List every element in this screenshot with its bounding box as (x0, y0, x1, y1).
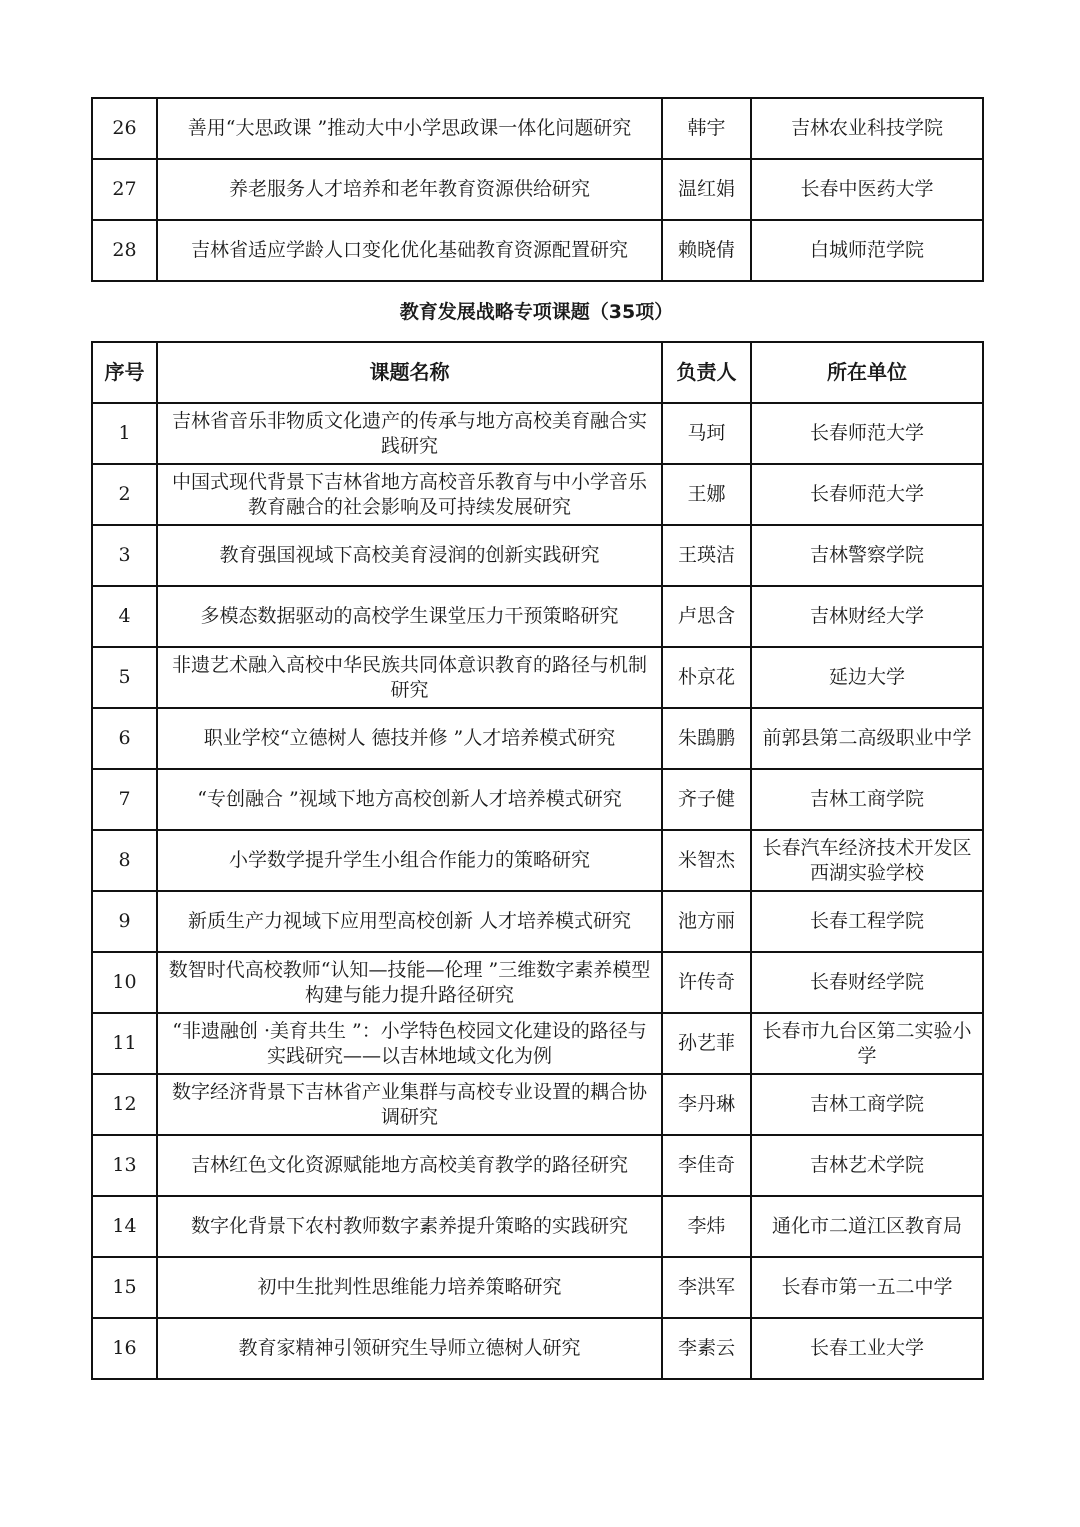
row-title: 小学数学提升学生小组合作能力的策略研究 (157, 830, 662, 891)
row-num: 2 (92, 464, 157, 525)
header-title: 课题名称 (157, 342, 662, 403)
table-row (92, 1257, 983, 1318)
row-org: 白城师范学院 (751, 220, 983, 281)
row-org: 吉林工商学院 (751, 769, 983, 830)
row-org: 长春财经学院 (751, 952, 983, 1013)
row-num: 9 (92, 891, 157, 952)
row-title: 善用“大思政课 ”推动大中小学思政课一体化问题研究 (157, 98, 662, 159)
table-header-row (92, 342, 983, 403)
strategy-projects-body (92, 403, 983, 1379)
row-leader: 李炜 (662, 1196, 751, 1257)
row-title: “非遗融创 ·美育共生 ”：小学特色校园文化建设的路径与实践研究——以吉林地域文化为例 (157, 1013, 662, 1074)
row-org: 吉林艺术学院 (751, 1135, 983, 1196)
table-row (92, 1196, 983, 1257)
row-num: 27 (92, 159, 157, 220)
row-title: 初中生批判性思维能力培养策略研究 (157, 1257, 662, 1318)
row-title: 新质生产力视域下应用型高校创新 人才培养模式研究 (157, 891, 662, 952)
row-num: 16 (92, 1318, 157, 1379)
row-num: 28 (92, 220, 157, 281)
row-org: 长春中医药大学 (751, 159, 983, 220)
row-leader: 齐子健 (662, 769, 751, 830)
row-title: 数字化背景下农村教师数字素养提升策略的实践研究 (157, 1196, 662, 1257)
table-row (92, 769, 983, 830)
table-row (92, 952, 983, 1013)
table-row (92, 1318, 983, 1379)
row-leader: 朴京花 (662, 647, 751, 708)
row-org: 长春师范大学 (751, 464, 983, 525)
row-org: 吉林农业科技学院 (751, 98, 983, 159)
row-leader: 卢思含 (662, 586, 751, 647)
row-num: 8 (92, 830, 157, 891)
row-num: 10 (92, 952, 157, 1013)
row-num: 26 (92, 98, 157, 159)
row-num: 1 (92, 403, 157, 464)
row-leader: 马珂 (662, 403, 751, 464)
header-num: 序号 (92, 342, 157, 403)
table-row (92, 159, 983, 220)
row-num: 5 (92, 647, 157, 708)
row-num: 13 (92, 1135, 157, 1196)
row-org: 长春工程学院 (751, 891, 983, 952)
row-leader: 李素云 (662, 1318, 751, 1379)
continued-projects-body (92, 98, 983, 281)
row-num: 7 (92, 769, 157, 830)
row-leader: 池方丽 (662, 891, 751, 952)
row-leader: 朱鵾鹏 (662, 708, 751, 769)
row-org: 前郭县第二高级职业中学 (751, 708, 983, 769)
row-leader: 米智杰 (662, 830, 751, 891)
row-title: 中国式现代背景下吉林省地方高校音乐教育与中小学音乐教育融合的社会影响及可持续发展研究 (157, 464, 662, 525)
table-row (92, 1074, 983, 1135)
row-num: 15 (92, 1257, 157, 1318)
table-row (92, 1135, 983, 1196)
row-org: 长春市九台区第二实验小学 (751, 1013, 983, 1074)
row-org: 长春市第一五二中学 (751, 1257, 983, 1318)
row-org: 吉林财经大学 (751, 586, 983, 647)
row-title: “专创融合 ”视域下地方高校创新人才培养模式研究 (157, 769, 662, 830)
row-title: 数字经济背景下吉林省产业集群与高校专业设置的耦合协调研究 (157, 1074, 662, 1135)
row-num: 4 (92, 586, 157, 647)
row-leader: 许传奇 (662, 952, 751, 1013)
row-leader: 孙艺菲 (662, 1013, 751, 1074)
row-title: 职业学校“立德树人 德技并修 ”人才培养模式研究 (157, 708, 662, 769)
row-leader: 李佳奇 (662, 1135, 751, 1196)
row-title: 数智时代高校教师“认知—技能—伦理 ”三维数字素养模型构建与能力提升路径研究 (157, 952, 662, 1013)
row-org: 通化市二道江区教育局 (751, 1196, 983, 1257)
row-title: 养老服务人才培养和老年教育资源供给研究 (157, 159, 662, 220)
row-leader: 韩宇 (662, 98, 751, 159)
row-leader: 赖晓倩 (662, 220, 751, 281)
strategy-projects-table (91, 341, 984, 1380)
row-title: 吉林省适应学龄人口变化优化基础教育资源配置研究 (157, 220, 662, 281)
row-title: 非遗艺术融入高校中华民族共同体意识教育的路径与机制研究 (157, 647, 662, 708)
row-org: 长春工业大学 (751, 1318, 983, 1379)
table-row (92, 464, 983, 525)
table-row (92, 220, 983, 281)
row-org: 吉林工商学院 (751, 1074, 983, 1135)
header-leader: 负责人 (662, 342, 751, 403)
row-org: 吉林警察学院 (751, 525, 983, 586)
row-num: 6 (92, 708, 157, 769)
row-org: 延边大学 (751, 647, 983, 708)
row-title: 教育家精神引领研究生导师立德树人研究 (157, 1318, 662, 1379)
row-leader: 温红娟 (662, 159, 751, 220)
row-title: 吉林省音乐非物质文化遗产的传承与地方高校美育融合实践研究 (157, 403, 662, 464)
table-row (92, 586, 983, 647)
table-row (92, 403, 983, 464)
row-leader: 王娜 (662, 464, 751, 525)
table-row (92, 891, 983, 952)
row-num: 11 (92, 1013, 157, 1074)
row-org: 长春师范大学 (751, 403, 983, 464)
section-title: 教育发展战略专项课题（35项） (399, 301, 674, 323)
table-row (92, 1013, 983, 1074)
row-num: 14 (92, 1196, 157, 1257)
table-row (92, 98, 983, 159)
continued-projects-table (91, 97, 984, 282)
row-title: 教育强国视域下高校美育浸润的创新实践研究 (157, 525, 662, 586)
row-org: 长春汽车经济技术开发区西湖实验学校 (751, 830, 983, 891)
row-leader: 王瑛洁 (662, 525, 751, 586)
table-row (92, 647, 983, 708)
row-title: 吉林红色文化资源赋能地方高校美育教学的路径研究 (157, 1135, 662, 1196)
table-row (92, 708, 983, 769)
row-leader: 李丹琳 (662, 1074, 751, 1135)
row-num: 12 (92, 1074, 157, 1135)
table-row (92, 830, 983, 891)
table-row (92, 525, 983, 586)
row-title: 多模态数据驱动的高校学生课堂压力干预策略研究 (157, 586, 662, 647)
header-org: 所在单位 (751, 342, 983, 403)
row-leader: 李洪军 (662, 1257, 751, 1318)
row-num: 3 (92, 525, 157, 586)
